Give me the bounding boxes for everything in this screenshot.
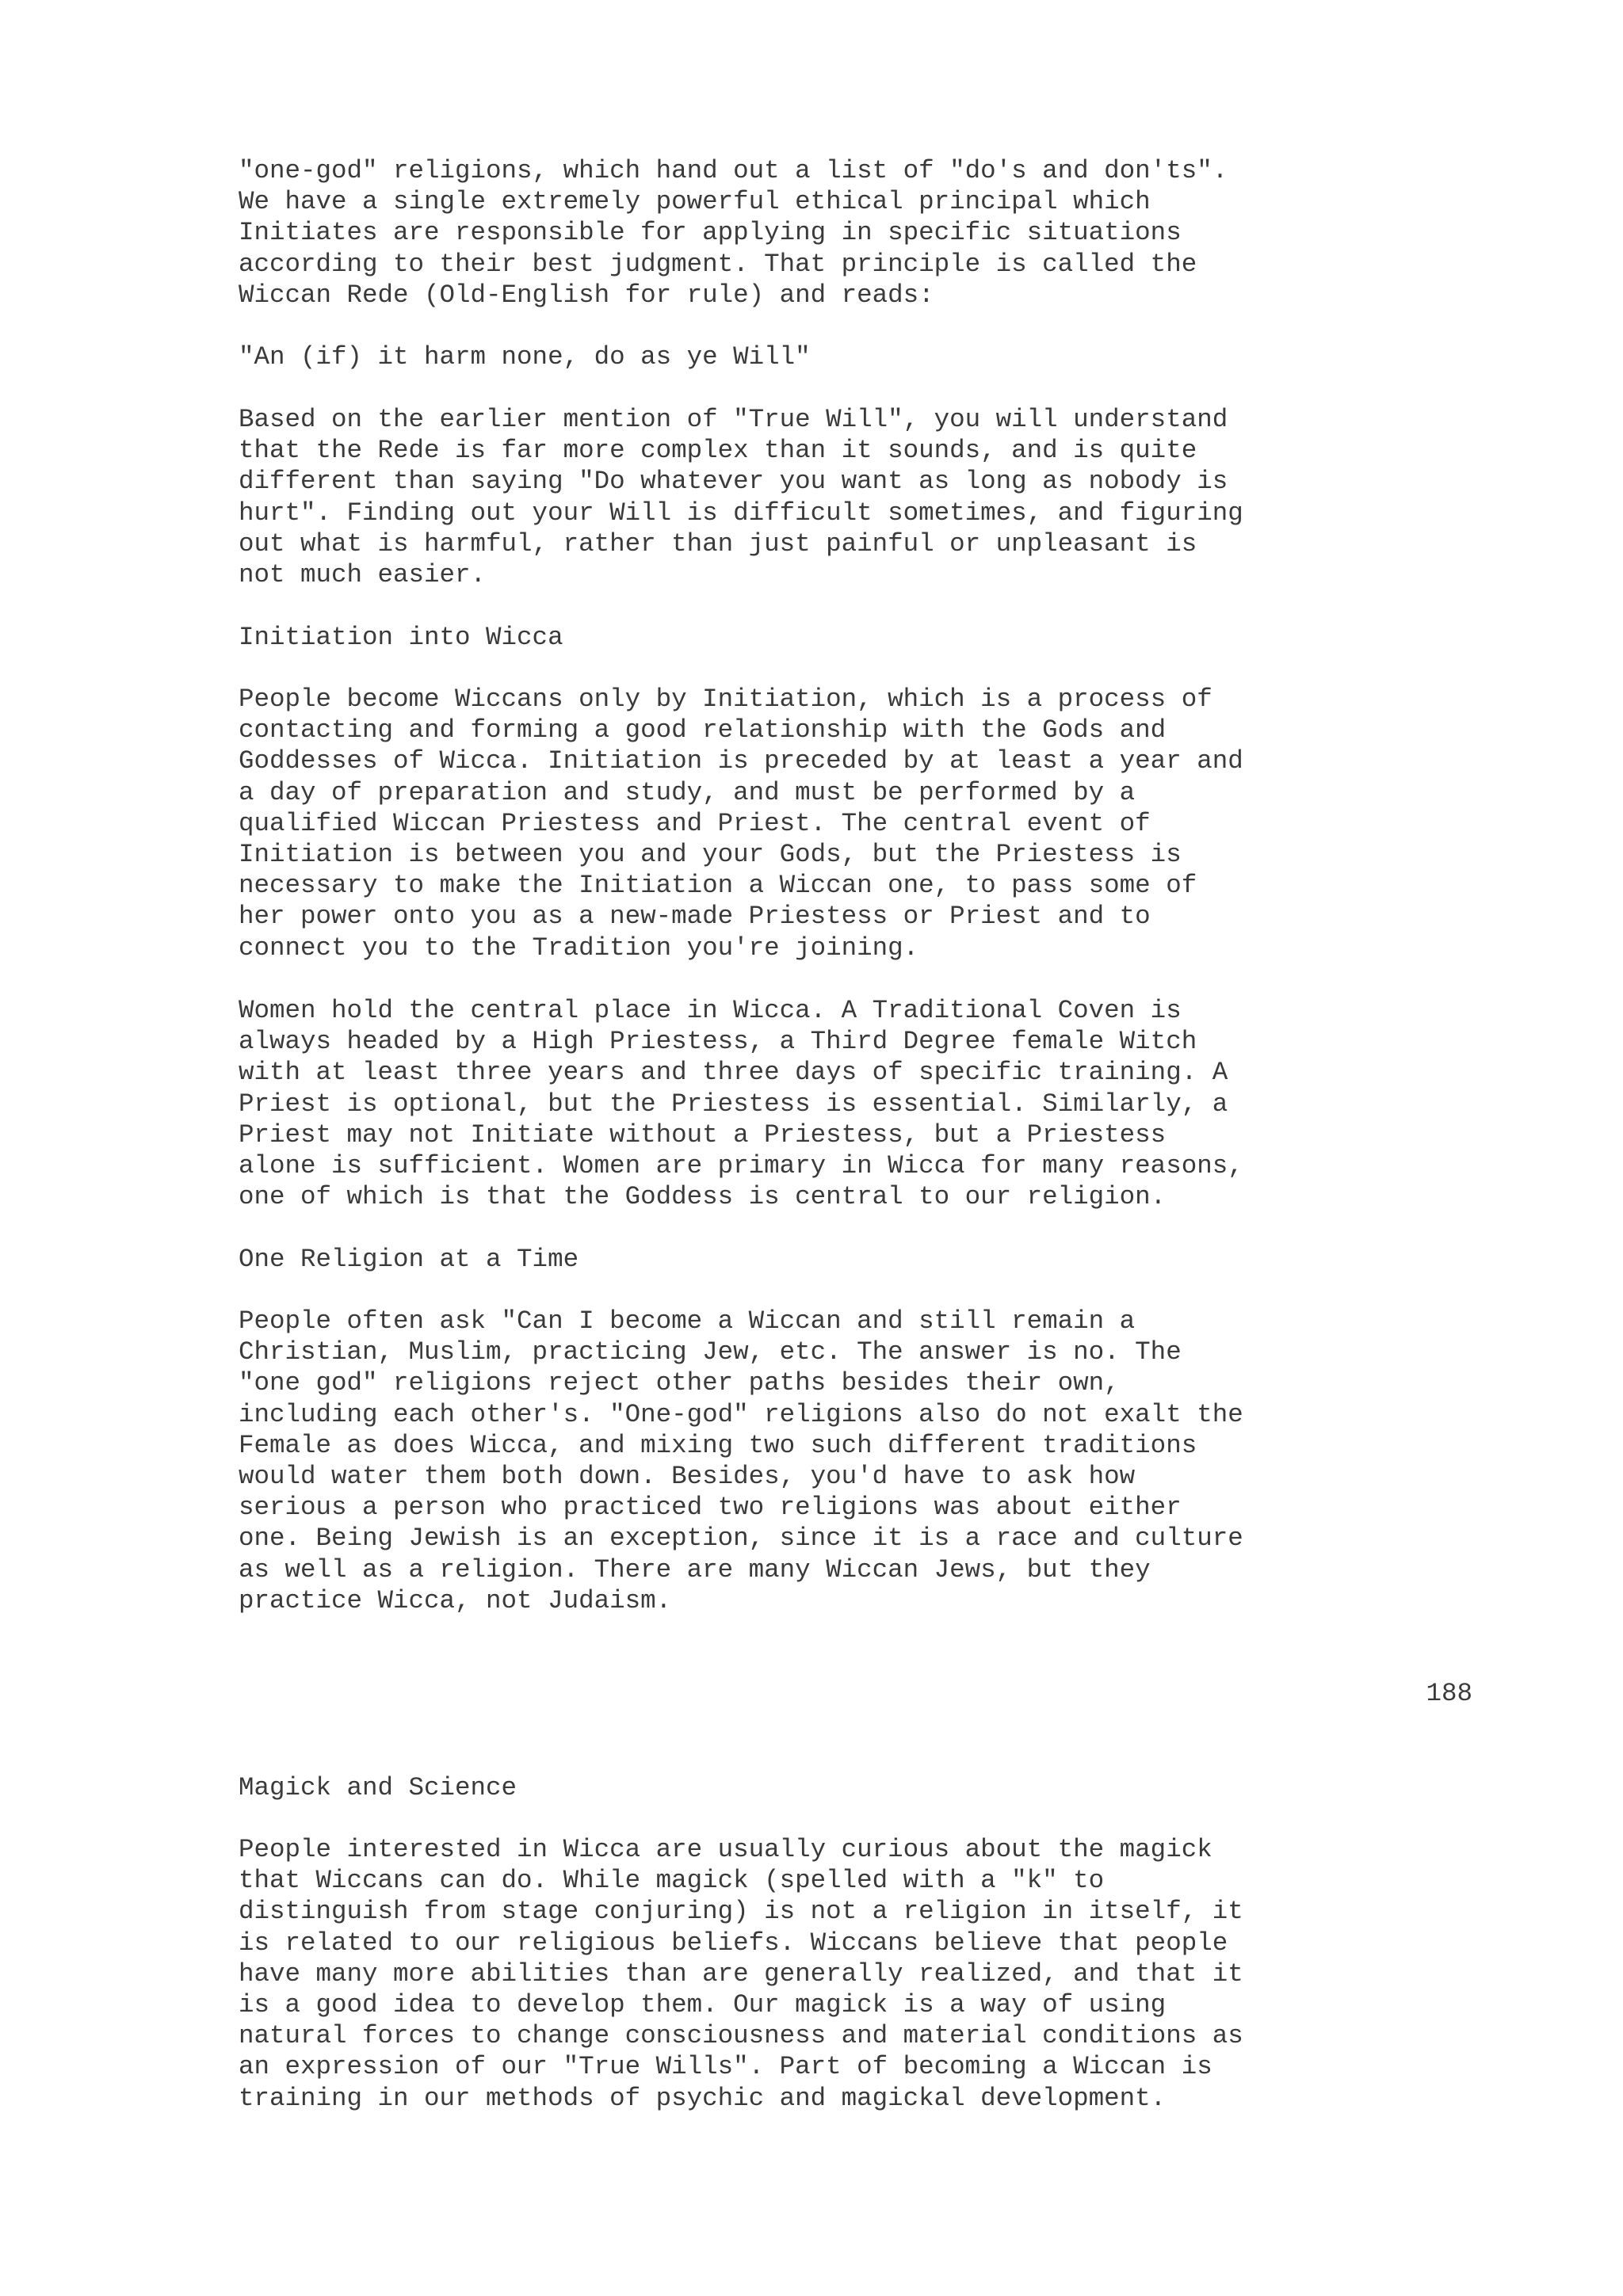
page-number: 188 xyxy=(1426,1679,1472,1708)
paragraph-wiccan-rede-quote: "An (if) it harm none, do as ye Will" xyxy=(239,342,811,372)
heading-one-religion: One Religion at a Time xyxy=(239,1245,579,1274)
paragraph-true-will: Based on the earlier mention of "True Will", you will understand that the Rede is far more complex than it sounds, and is quite different than saying "Do whatever you want as long as nobody is hurt". Finding out your Will is difficult sometimes, and figuring out what is harmful, rather than just painful or unpleasant is not much easier. xyxy=(239,405,1243,590)
paragraph-ethical-principle: "one-god" religions, which hand out a list of "do's and don'ts". We have a single extremely powerful ethical principal which Initiates are responsible for applying in specific situations according to their best judgment. That principle is called the Wiccan Rede (Old-English for rule) and reads: xyxy=(239,156,1228,310)
paragraph-initiation-process: People become Wiccans only by Initiation, which is a process of contacting and forming a good relationship with the Gods and Goddesses of Wicca. Initiation is preceded by at least a year and a day of preparation and study, and must be performed by a qualified Wiccan Priestess and Priest. The central event of Initiation is between you and your Gods, but the Priestess is necessary to make the Initiation a Wiccan one, to pass some of her power onto you as a new-made Priestess or Priest and to connect you to the Tradition you're joining. xyxy=(239,685,1243,963)
heading-initiation: Initiation into Wicca xyxy=(239,623,563,652)
paragraph-women-central: Women hold the central place in Wicca. A Traditional Coven is always headed by a High Priestess, a Third Degree female Witch with at least three years and three days of specific training. A Priest is optional, but the Priestess is essential. Similarly, a Priest may not Initiate without a Priestess, but a Priestess alone is sufficient. Women are primary in Wicca for many reasons, one of which is that the Goddess is central to our religion. xyxy=(239,996,1243,1212)
heading-magick-science: Magick and Science xyxy=(239,1773,517,1802)
paragraph-magick: People interested in Wicca are usually curious about the magick that Wiccans can do. While magick (spelled with a "k" to distinguish from stage conjuring) is not a religion in itself, it is related to our religious beliefs. Wiccans believe that people have many more abilities than are generally realized, and that it is a good idea to develop them. Our magick is a way of using natural forces to change consciousness and material conditions as an expression of our "True Wills". Part of becoming a Wiccan is training in our methods of psychic and magickal development. xyxy=(239,1835,1243,2113)
paragraph-one-religion: People often ask "Can I become a Wiccan and still remain a Christian, Muslim, practicing Jew, etc. The answer is no. The "one god" religions reject other paths besides their own, including each other's. "One-god" religions also do not exalt the Female as does Wicca, and mixing two such different traditions would water them both down. Besides, you'd have to ask how serious a person who practiced two religions was about either one. Being Jewish is an exception, since it is a race and culture as well as a religion. There are many Wiccan Jews, but they practice Wicca, not Judaism. xyxy=(239,1306,1243,1615)
